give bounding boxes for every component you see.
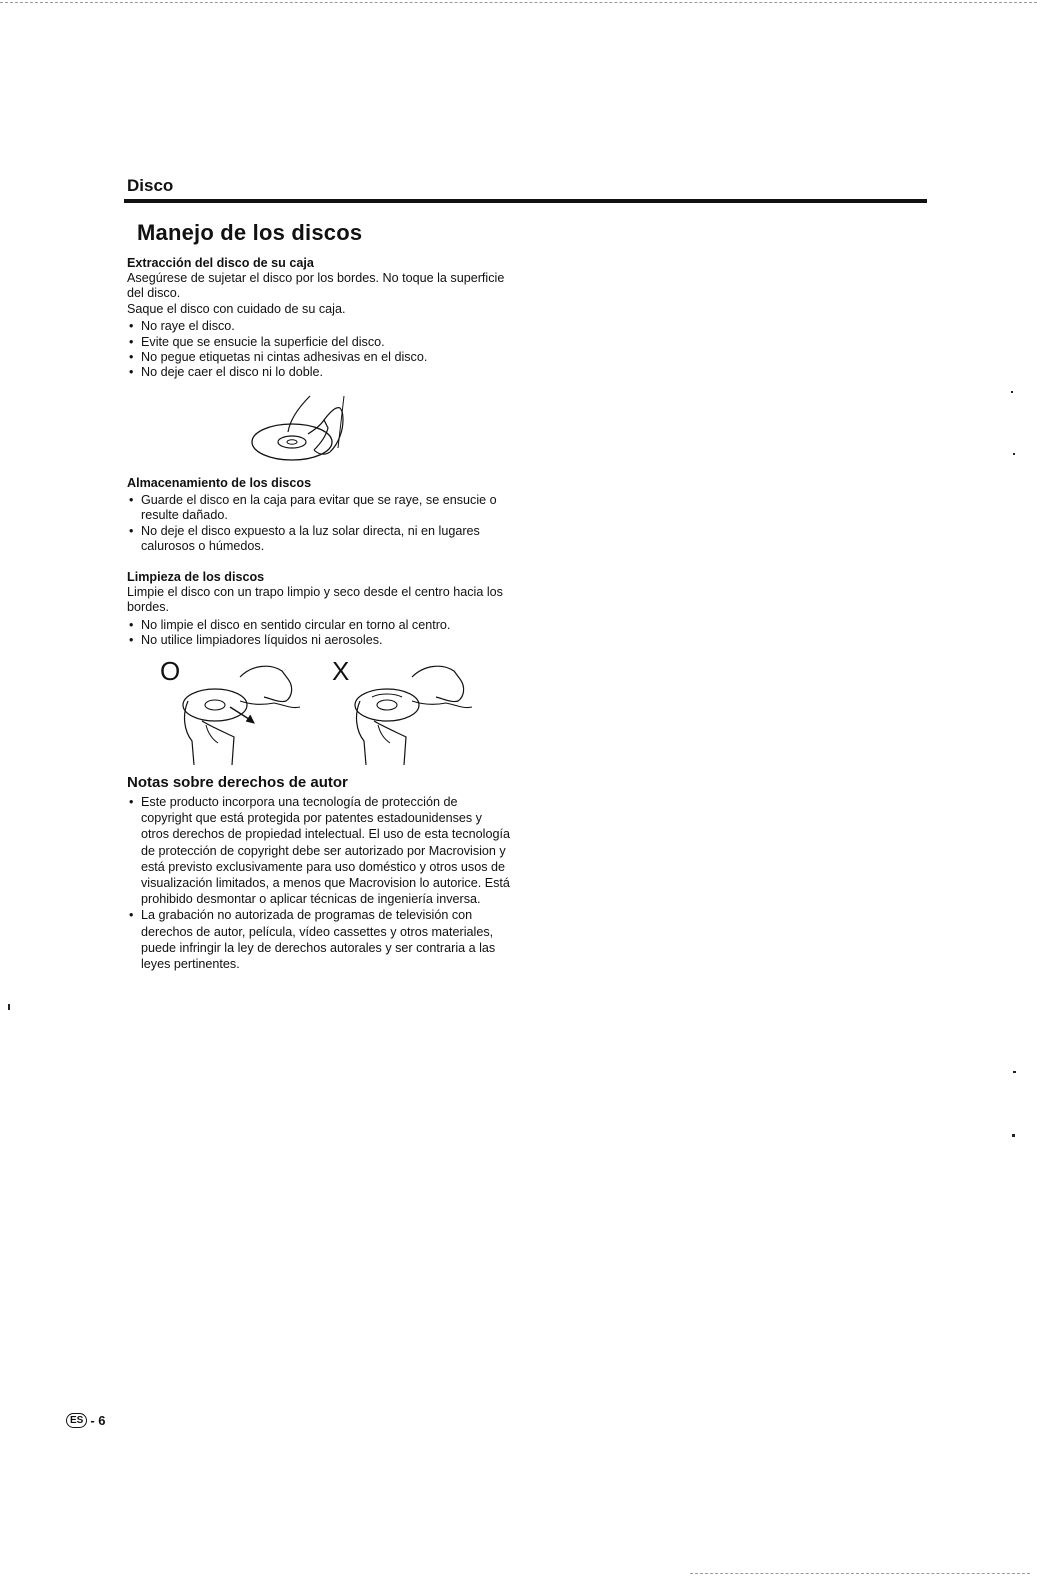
list-item: • No deje el disco expuesto a la luz solar directa, ni en lugares calurosos o húmedos. — [127, 524, 512, 555]
scan-speck — [1013, 1071, 1016, 1073]
page-number — [66, 1413, 106, 1428]
scan-speck — [1012, 1134, 1015, 1137]
list-item: • No deje caer el disco ni lo doble. — [127, 365, 512, 380]
notas-heading: Notas sobre derechos de autor — [127, 774, 348, 791]
list-item: • No pegue etiquetas ni cintas adhesivas en el disco. — [127, 350, 512, 365]
scan-speck — [8, 1004, 10, 1010]
section-rule — [124, 199, 927, 203]
almacenamiento-heading: Almacenamiento de los discos — [127, 476, 312, 490]
correct-mark: O — [160, 656, 181, 686]
limpieza-section — [127, 570, 512, 649]
list-item: • La grabación no autorizada de programas de televisión con derechos de autor, película, vídeo cassettes y otros materiales, puede infringir la ley de derechos autorales y ser contraria a las leyes pertinentes. — [127, 907, 512, 972]
list-item: • No raye el disco. — [127, 319, 512, 334]
notas-bullet-list — [127, 794, 512, 972]
extraccion-paragraph-2: Saque el disco con cuidado de su caja. — [127, 301, 346, 316]
incorrect-mark: X — [332, 656, 350, 686]
almacenamiento-section — [127, 476, 512, 555]
limpieza-paragraph: Limpie el disco con un trapo limpio y seco desde el centro hacia los bordes. — [127, 585, 503, 615]
page-number-text: - 6 — [90, 1413, 106, 1428]
scan-edge-top — [0, 2, 1037, 3]
scan-speck — [1011, 391, 1013, 393]
almacenamiento-bullet-list — [127, 493, 512, 555]
extraccion-bullet-list — [127, 319, 512, 381]
disc-handling-illustration — [248, 390, 358, 470]
list-item: • Guarde el disco en la caja para evitar que se raye, se ensucie o resulte dañado. — [127, 493, 512, 524]
limpieza-heading: Limpieza de los discos — [127, 570, 265, 584]
extraccion-paragraph-1: Asegúrese de sujetar el disco por los bordes. No toque la superficie del disco. — [127, 271, 505, 301]
limpieza-bullet-list — [127, 618, 512, 649]
list-item: • No utilice limpiadores líquidos ni aerosoles. — [127, 633, 512, 648]
section-title: Disco — [127, 176, 174, 195]
list-item: • No limpie el disco en sentido circular en torno al centro. — [127, 618, 512, 633]
language-badge: ES — [66, 1413, 87, 1428]
scan-edge-bottom — [690, 1573, 1030, 1574]
extraccion-heading: Extracción del disco de su caja — [127, 256, 314, 270]
scan-speck — [1013, 453, 1015, 455]
list-item: • Este producto incorpora una tecnología de protección de copyright que está protegida por patentes estadounidenses y otros derechos de propiedad intelectual. El uso de esta tecnología de protección de copyright debe ser autorizado por Macrovision y está previsto exclusivamente para uso doméstico y otros usos de visualización limitados, a menos que Macrovision lo autorice. Está prohibido desmontar o aplicar técnicas de ingeniería inversa. — [127, 794, 512, 907]
disc-cleaning-radial-icon — [160, 657, 310, 769]
disc-cleaning-circular-icon — [332, 657, 482, 769]
notas-section — [127, 774, 512, 972]
list-item: • Evite que se ensucie la superficie del disco. — [127, 335, 512, 350]
page-title: Manejo de los discos — [137, 220, 363, 245]
cleaning-incorrect-illustration — [332, 657, 482, 769]
extraccion-section — [127, 256, 512, 381]
cleaning-correct-illustration — [160, 657, 310, 769]
